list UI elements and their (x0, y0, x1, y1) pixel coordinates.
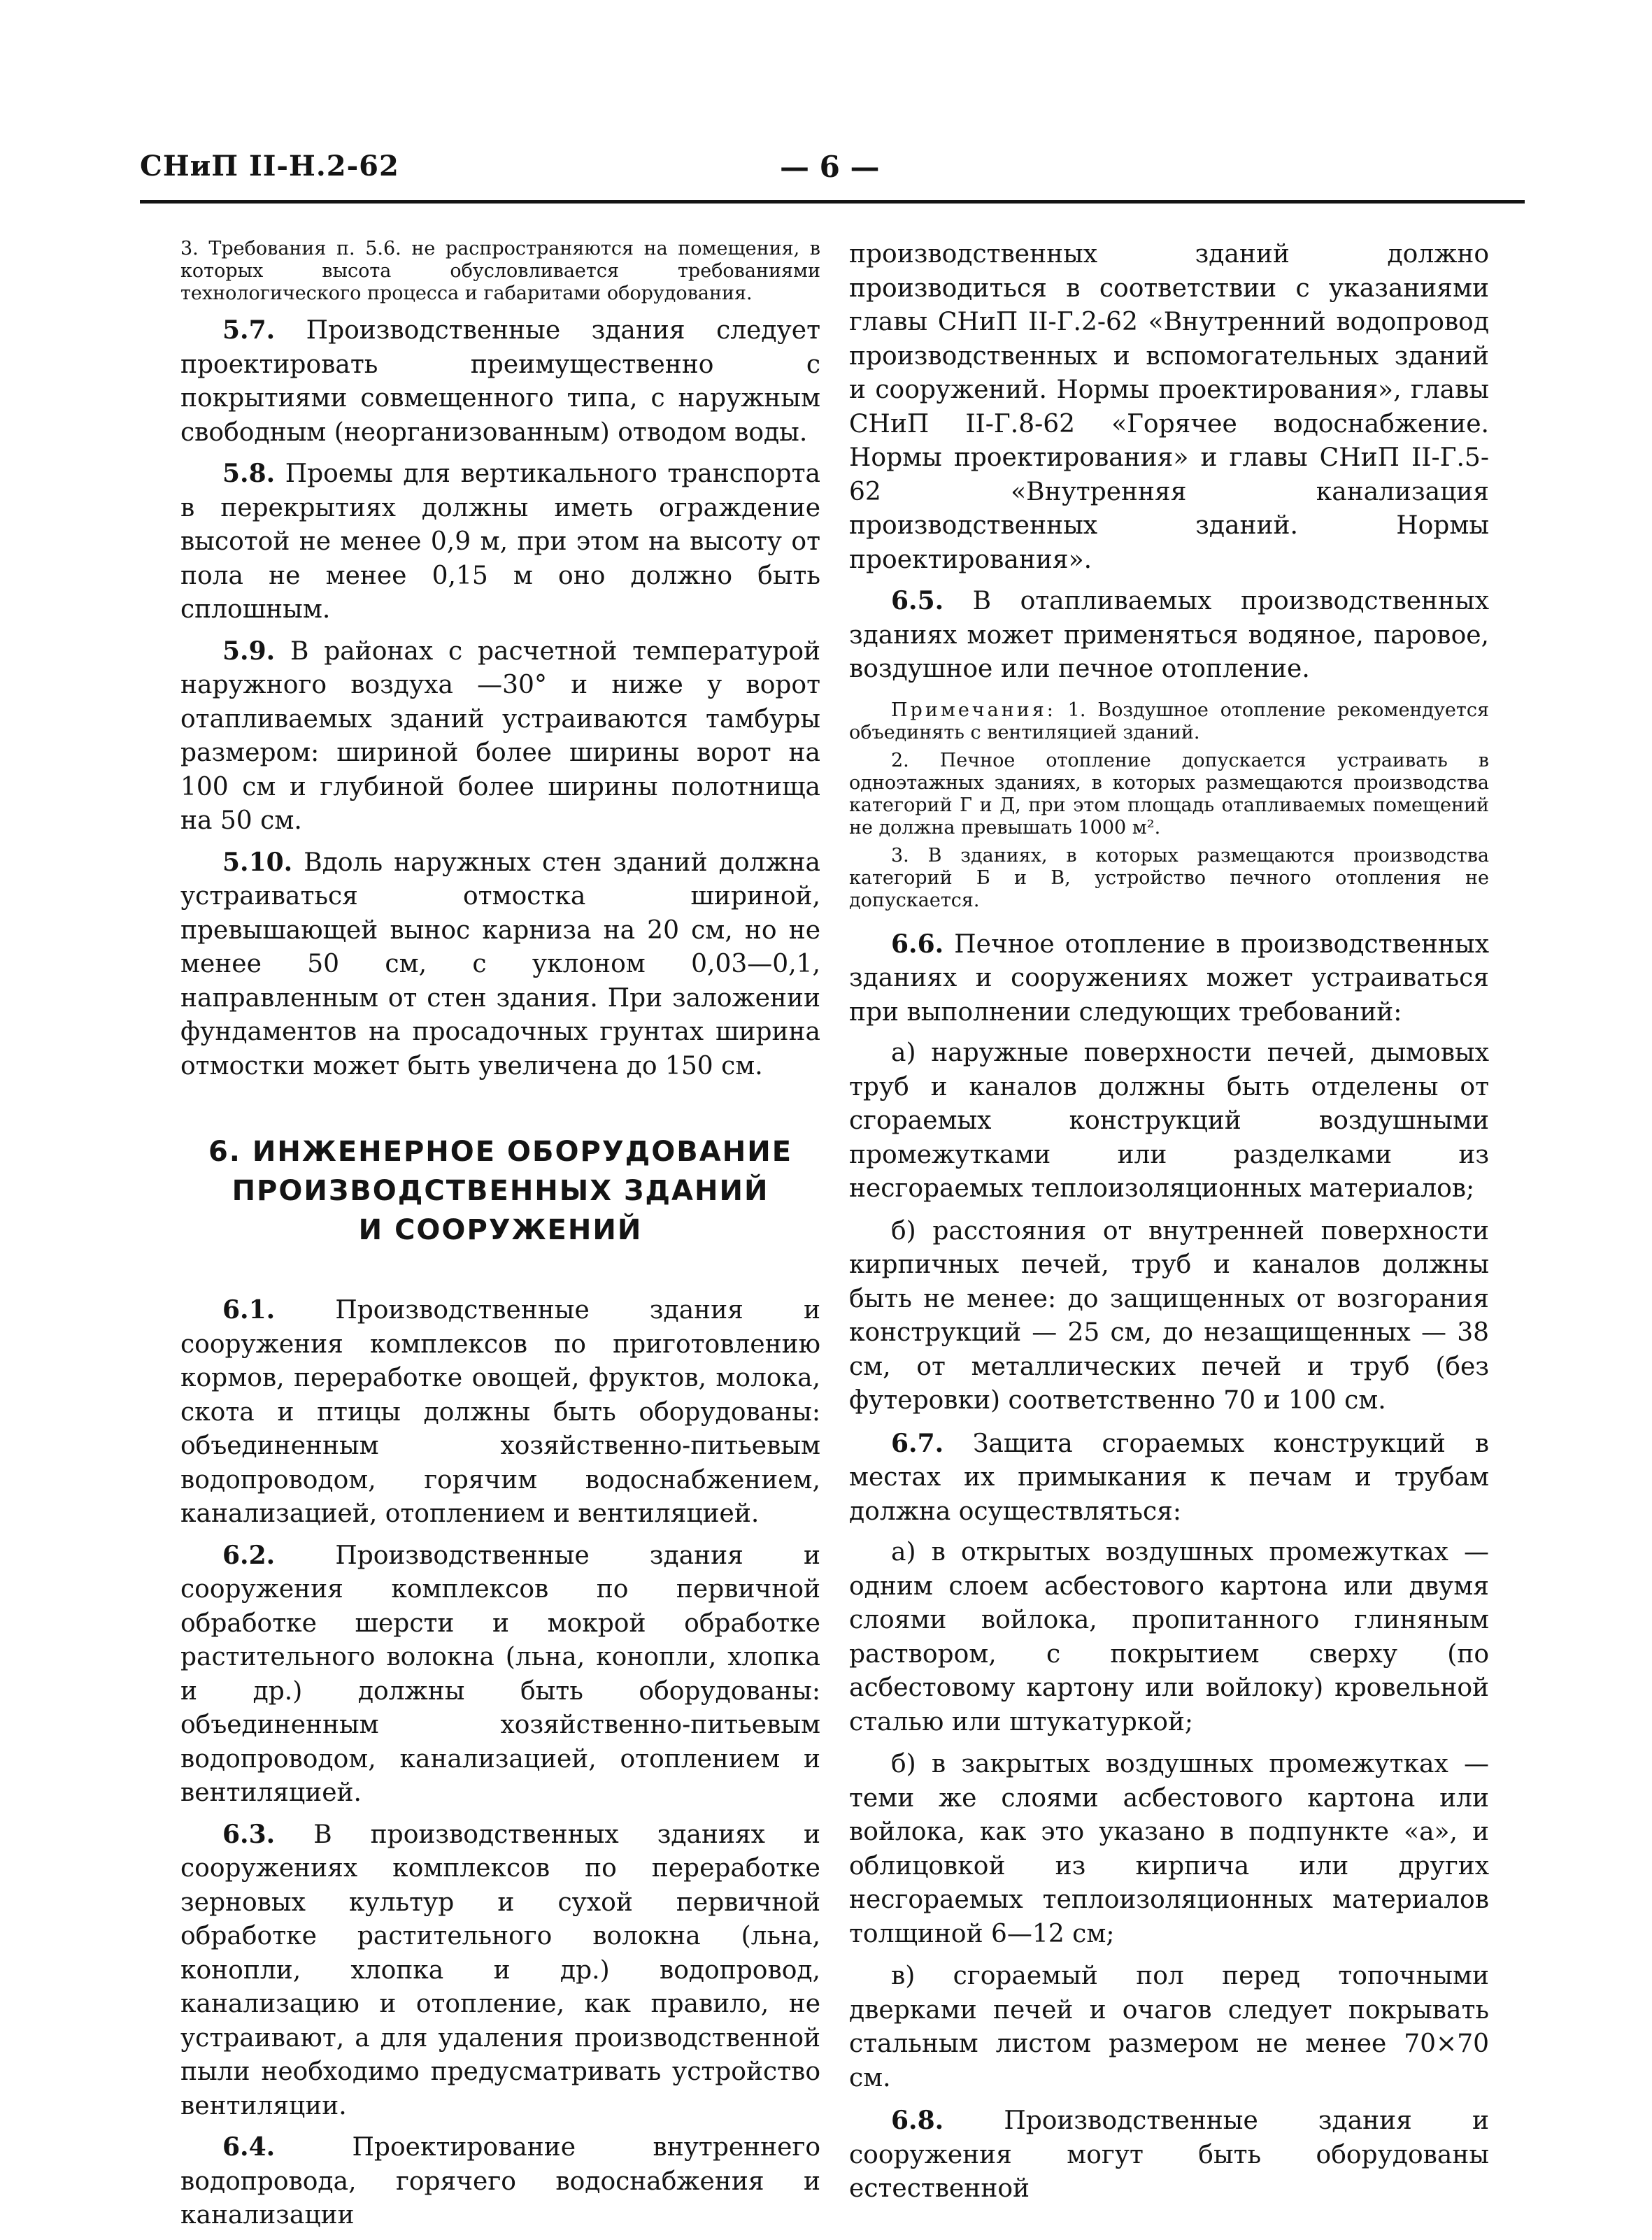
paragraph-text: Производственные здания и сооружения комплексов по приготовлению кормов, переработке овощей, фруктов, молока, скота и птицы должны быть оборудованы: объединенным хозяйственно-питьевым водопроводом, горячим водоснабжением, канализацией, отоплением и вентиляцией. (180, 1296, 820, 1528)
paragraph-text: Проектирование внутреннего водопровода, горячего водоснабжения и канализации (180, 2133, 820, 2230)
note-text: 1. Воздушное отопление рекомендуется объединять с вентиляцией зданий. (849, 699, 1489, 743)
paragraph-6-6 (849, 927, 1489, 1030)
note-5-6: 3. Требования п. 5.6. не распространяются на помещения, в которых высота обусловливается требованиями технологического процесса и габаритами оборудования. (180, 238, 820, 304)
header-rule (140, 200, 1525, 204)
note-1 (849, 699, 1489, 744)
clause-number: 6.5. (891, 586, 944, 615)
paragraph-text: Производственные здания следует проектировать преимущественно с покрытиями совмещенного типа, с наружным свободным (неорганизованным) отводом воды. (180, 316, 820, 447)
section-title-line: И СООРУЖЕНИЙ (358, 1214, 643, 1246)
paragraph-6-4 (180, 2130, 820, 2233)
document-code: СНиП II-Н.2-62 (140, 150, 399, 183)
clause-number: 5.10. (222, 847, 293, 877)
paragraph-text: Вдоль наружных стен зданий должна устраиваться отмостка шириной, превышающей вынос карниза на 20 см, но не менее 50 см, с уклоном 0,03—0,1, направленным от стен здания. При заложении фундаментов на просадочных грунтах ширина отмостки может быть увеличена до 150 см. (180, 848, 820, 1080)
paragraph-6-7-b: б) в закрытых воздушных промежутках — теми же слоями асбестового картона или войлока, как это указано в подпункте «а», и облицовкой из кирпича или других несгораемых теплоизоляционных материалов толщиной 6—12 см; (849, 1750, 1489, 1948)
clause-number: 6.1. (222, 1295, 276, 1325)
clause-number: 5.8. (222, 459, 276, 488)
clause-number: 6.8. (891, 2106, 944, 2135)
paragraph-6-6-a: а) наружные поверхности печей, дымовых труб и каналов должны быть отделены от сгораемых конструкций воздушными промежутками или разделками из несгораемых теплоизоляционных материалов; (849, 1039, 1489, 1203)
paragraph-text: Производственные здания и сооружения комплексов по первичной обработке шерсти и мокрой обработке растительного волокна (льна, конопли, хлопка и др.) должны быть оборудованы: объединенным хозяйственно-питьевым водопроводом, канализацией, отоплением и вентиляцией. (180, 1541, 820, 1807)
paragraph-text: Производственные здания и сооружения могут быть оборудованы естественной (849, 2106, 1489, 2203)
paragraph-6-6-b: б) расстояния от внутренней поверхности кирпичных печей, труб и каналов должны быть не менее: до защищенных от возгорания конструкций — 25 см, до незащищенных — 38 см, от металлических печей и труб (без футеровки) соответственно 70 и 100 см. (849, 1216, 1489, 1415)
paragraph-text: В отапливаемых производственных зданиях может применяться водяное, паровое, воздушное или печное отопление. (849, 587, 1489, 683)
paragraph-5-9 (180, 634, 820, 839)
section-title-line: ПРОИЗВОДСТВЕННЫХ ЗДАНИЙ (232, 1175, 769, 1207)
paragraph-6-4-continued: производственных зданий должно производиться в соответствии с указаниями главы СНиП II-Г.2-62 «Внутренний водопровод производственных и вспомогательных зданий и сооружений. Нормы проектирования», главы СНиП II-Г.8-62 «Горячее водоснабжение. Нормы проектирования» и главы СНиП II-Г.5-62 «Внутренняя канализация производственных зданий. Нормы проектирования». (849, 240, 1489, 574)
page-header (140, 150, 1525, 192)
paragraph-5-8 (180, 457, 820, 627)
paragraph-6-2 (180, 1539, 820, 1811)
section-title (180, 1132, 820, 1250)
clause-number: 6.6. (891, 929, 944, 959)
paragraph-6-3 (180, 1818, 820, 2124)
paragraph-6-7 (849, 1427, 1489, 1529)
paragraph-5-7 (180, 313, 820, 450)
clause-number: 5.9. (222, 636, 276, 666)
notes-heading: Примечания: (891, 699, 1056, 721)
paragraph-text: В районах с расчетной температурой наружного воздуха —30° и ниже у ворот отапливаемых зданий устраиваются тамбуры размером: шириной более ширины ворот на 100 см и глубиной более ширины полотнища на 50 см. (180, 636, 820, 835)
note-2: 2. Печное отопление допускается устраивать в одноэтажных зданиях, в которых размещаются производства категорий Г и Д, при этом площадь отапливаемых помещений не должна превышать 1000 м². (849, 749, 1489, 839)
clause-number: 6.2. (222, 1540, 276, 1570)
clause-number: 5.7. (222, 315, 276, 345)
paragraph-6-8 (849, 2104, 1489, 2206)
paragraph-6-1 (180, 1293, 820, 1532)
clause-number: 6.7. (891, 1428, 944, 1458)
notes-block (849, 699, 1489, 912)
section-title-line: 6. ИНЖЕНЕРНОЕ ОБОРУДОВАНИЕ (208, 1136, 793, 1168)
clause-number: 6.3. (222, 1819, 276, 1849)
paragraph-text: В производственных зданиях и сооружениях комплексов по переработке зерновых культур и сухой первичной обработке растительного волокна (льна, конопли, хлопка и др.) водопровод, канализацию и отопление, как правило, не устраивают, а для удаления производственной пыли необходимо предусматривать устройство вентиляции. (180, 1820, 820, 2120)
paragraph-text: Защита сгораемых конструкций в местах их примыкания к печам и трубам должна осуществляться: (849, 1429, 1489, 1526)
clause-number: 6.4. (222, 2132, 276, 2162)
paragraph-6-5 (849, 584, 1489, 687)
left-column (180, 238, 820, 2240)
page-number: — 6 — (780, 150, 880, 184)
paragraph-text: Проемы для вертикального транспорта в перекрытиях должны иметь ограждение высотой не менее 0,9 м, при этом на высоту от пола не менее 0,15 м оно должно быть сплошным. (180, 459, 820, 624)
note-3: 3. В зданиях, в которых размещаются производства категорий Б и В, устройство печного отопления не допускается. (849, 844, 1489, 911)
paragraph-text: Печное отопление в производственных зданиях и сооружениях может устраиваться при выполнении следующих требований: (849, 929, 1489, 1027)
paragraph-5-10 (180, 846, 820, 1084)
paragraph-6-7-c: в) сгораемый пол перед топочными дверками печей и очагов следует покрывать стальным листом размером не менее 70×70 см. (849, 1962, 1489, 2092)
paragraph-6-7-a: а) в открытых воздушных промежутках — одним слоем асбестового картона или двумя слоями войлока, пропитанного глиняным раствором, с покрытием сверху (по асбестовому картону или войлоку) кровельной сталью или штукатуркой; (849, 1538, 1489, 1736)
right-column (849, 238, 1489, 2213)
